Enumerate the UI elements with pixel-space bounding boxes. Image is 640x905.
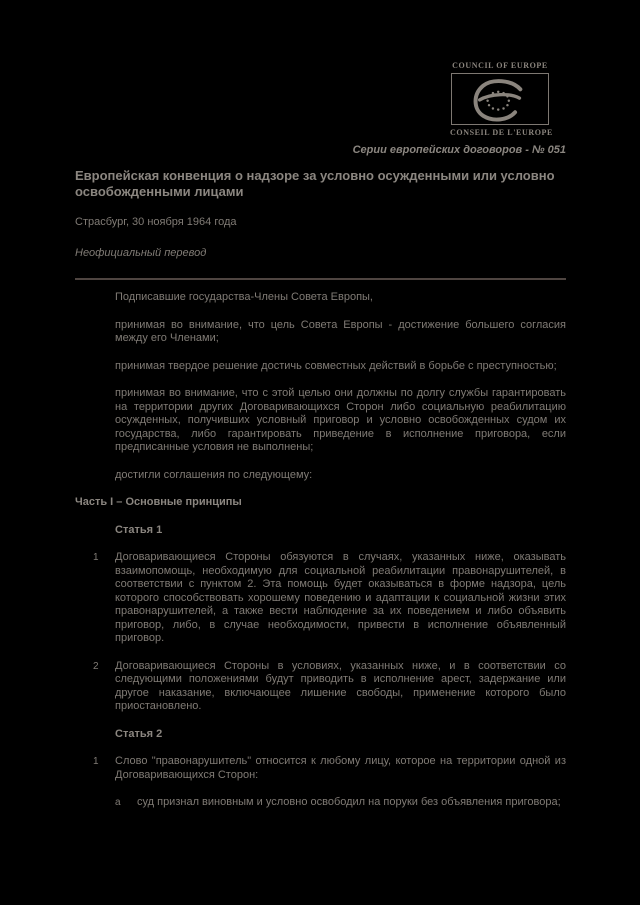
- preamble-paragraph: достигли соглашения по следующему:: [115, 468, 313, 481]
- logo-top-text: COUNCIL OF EUROPE: [452, 61, 548, 70]
- council-of-europe-e-icon: [455, 76, 545, 122]
- item-text: Договаривающиеся Стороны обязуются в случаях, указанных ниже, оказывать взаимопомощь, необходимую для социальной реабилитации правонарушителей, в соответствии с пунктом 2. Эта помощь будет оказываться в форме надзора, цель которого способствовать хорошему поведению и адаптации к социальной жизни этих правонарушителей, а также вести наблюдение за их поведением и либо объявить приговор, либо, в случае необходимости, привести в исполнение объявленный приговор.: [115, 551, 566, 644]
- article-1-item-1: [93, 551, 566, 646]
- treaty-series-label: Серии европейских договоров - № 051: [352, 144, 566, 156]
- item-number: 1: [93, 552, 99, 563]
- preamble-paragraph: принимая во внимание, что с этой целью они должны по долгу службы гарантировать на территории других Договаривающихся Сторон либо социальную реабилитацию осужденных, получивших условный приговор и условно освобожденных судом их государства, либо гарантировать приведение в исполнение приговора, если предписанные условия не выполнены;: [115, 387, 566, 453]
- preamble-paragraph: принимая во внимание, что цель Совета Европы - достижение большего согласия между его Членами;: [115, 318, 566, 344]
- preamble-paragraph: принимая твердое решение достичь совместных действий в борьбе с преступностью;: [115, 359, 557, 372]
- council-of-europe-logo: [450, 61, 553, 137]
- part-heading: Часть I – Основные принципы: [75, 496, 242, 508]
- document-title: Европейская конвенция о надзоре за условно осужденными или условно освобожденными лицами: [75, 168, 555, 199]
- logo-emblem-box: [451, 73, 549, 125]
- preamble-paragraph: Подписавшие государства-Члены Совета Европы,: [115, 291, 373, 303]
- divider-rule: [75, 278, 566, 280]
- article-2-item-1a: [115, 796, 566, 810]
- document-content: [75, 168, 566, 824]
- logo-bottom-text: CONSEIL DE L'EUROPE: [450, 128, 553, 137]
- item-number: 2: [93, 660, 99, 672]
- article-2-heading: Статья 2: [115, 727, 163, 740]
- subitem-text: суд признал виновным и условно освободил на поруки без объявления приговора;: [137, 796, 561, 808]
- place-date: Страсбург, 30 ноября 1964 года: [75, 216, 237, 228]
- item-text: Слово "правонарушитель" относится к любому лицу, которое на территории одной из Договаривающихся Сторон:: [115, 755, 566, 781]
- article-2-item-1: [93, 755, 566, 782]
- article-1-item-2: [93, 659, 566, 714]
- subitem-letter: a: [115, 797, 121, 808]
- item-number: 1: [93, 756, 99, 767]
- article-1-heading: Статья 1: [115, 523, 163, 536]
- translation-note: Неофициальный перевод: [75, 246, 207, 259]
- item-text: Договаривающиеся Стороны в условиях, указанных ниже, и в соответствии со следующими положениями будут приводить в исполнение арест, задержание или другое наказание, включающее лишение свободы, применение которого было приостановлено.: [115, 659, 566, 712]
